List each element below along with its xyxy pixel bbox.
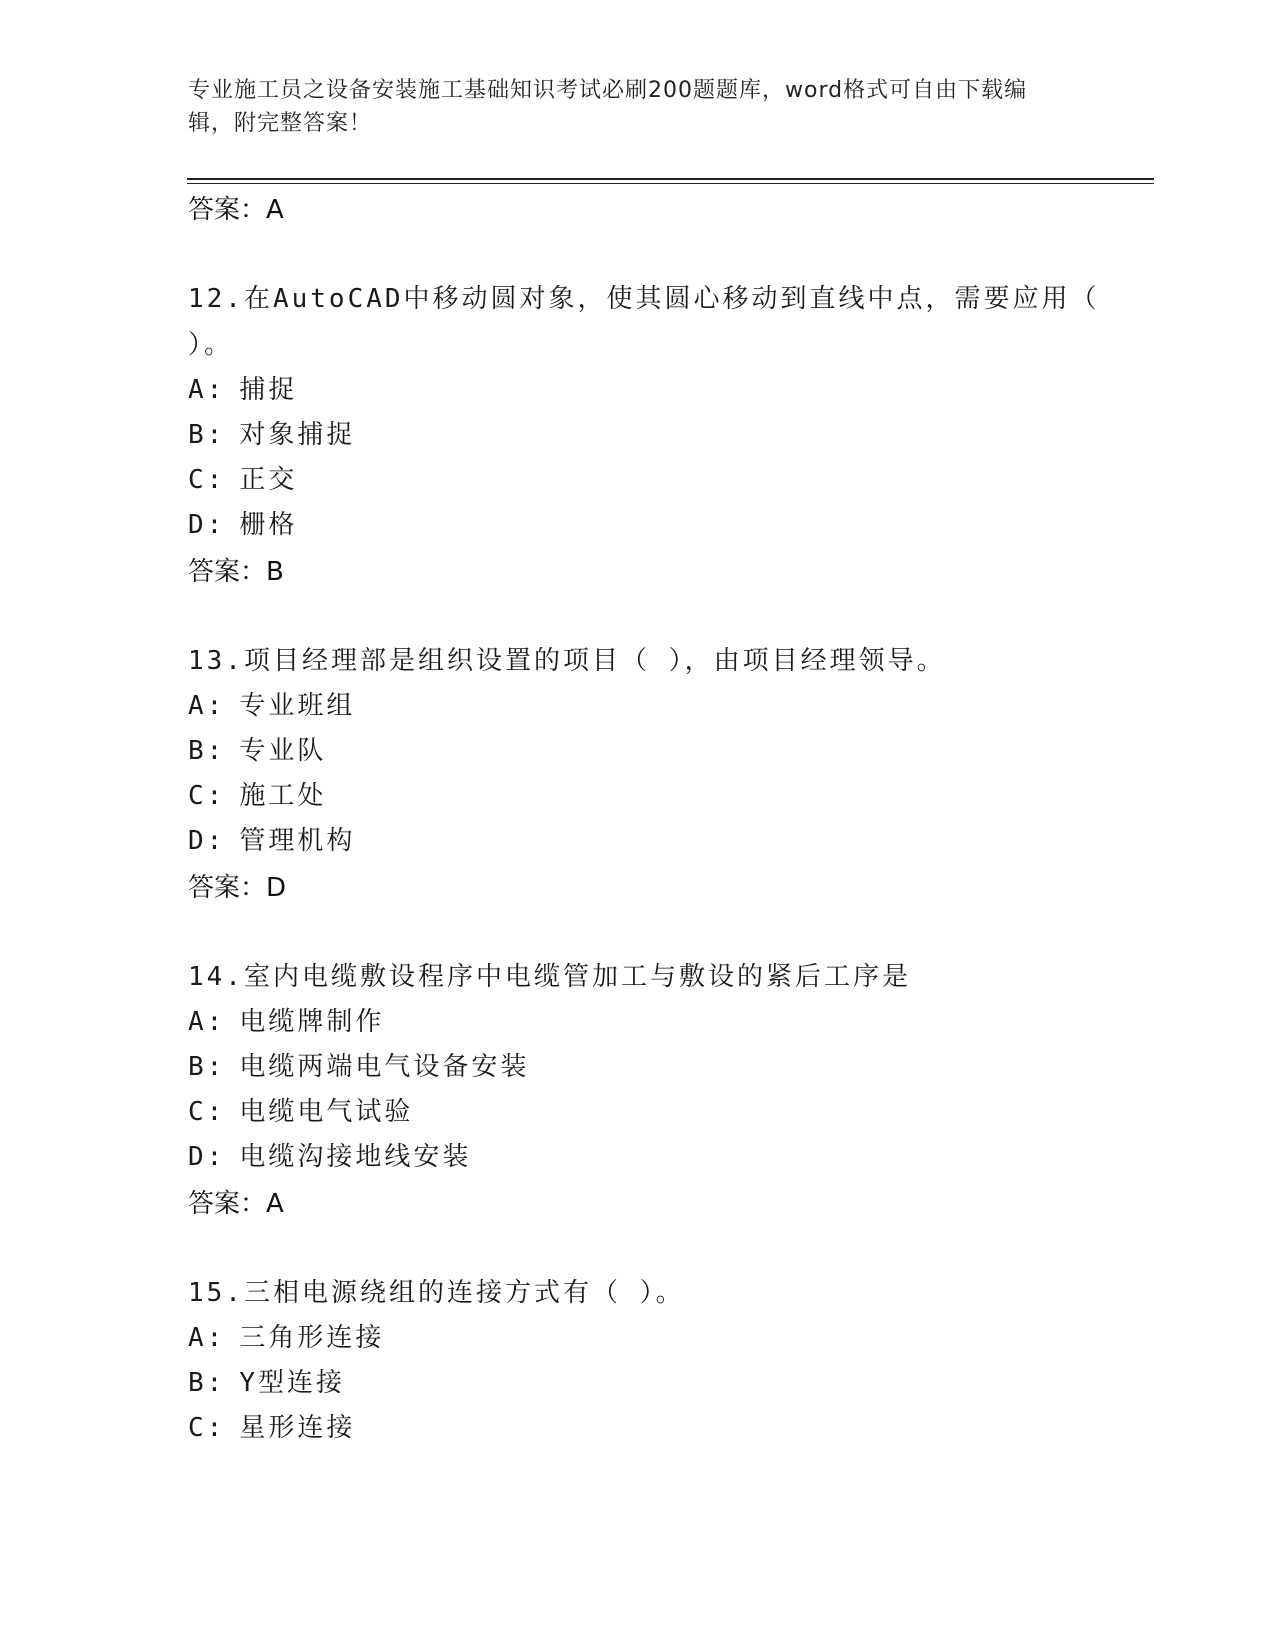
document-header: 专业施工员之设备安装施工基础知识考试必刷200题题库，word格式可自由下载编辑，附完整答案！ — [188, 78, 1028, 136]
option-a — [188, 1316, 1148, 1361]
option-a — [188, 1000, 1148, 1045]
option-letter: B: — [188, 736, 226, 766]
option-c — [188, 1406, 1148, 1451]
option-b — [188, 1045, 1148, 1090]
header-divider — [187, 178, 1154, 180]
option-letter: A: — [188, 1007, 226, 1037]
option-letter: C: — [188, 1097, 226, 1127]
option-text: 电缆沟接地线安装 — [239, 1142, 472, 1172]
question-text: 15.三相电源绕组的连接方式有（ ）。 — [188, 1278, 685, 1308]
option-letter: C: — [188, 465, 226, 495]
question-block — [188, 1270, 1148, 1451]
option-d — [188, 1135, 1148, 1180]
question-text: 13.项目经理部是组织设置的项目（ ），由项目经理领导。 — [188, 646, 946, 676]
option-letter: D: — [188, 826, 226, 856]
option-d — [188, 503, 1148, 548]
question-text: 14.室内电缆敷设程序中电缆管加工与敷设的紧后工序是 — [188, 962, 911, 992]
option-letter: A: — [188, 375, 226, 405]
option-text: 三角形连接 — [239, 1323, 385, 1353]
option-d — [188, 819, 1148, 864]
answer-line: 答案：A — [188, 1189, 284, 1219]
option-a — [188, 368, 1148, 413]
option-letter: C: — [188, 1413, 226, 1443]
option-b — [188, 729, 1148, 774]
answer-line: 答案：B — [188, 557, 284, 587]
question-text: 12.在AutoCAD中移动圆对象，使其圆心移动到直线中点，需要应用（ ）。 — [188, 284, 1100, 360]
option-text: 电缆两端电气设备安装 — [239, 1052, 530, 1082]
option-text: 施工处 — [239, 781, 327, 811]
option-c — [188, 458, 1148, 503]
option-text: Y型连接 — [239, 1368, 345, 1398]
option-text: 专业班组 — [239, 691, 356, 721]
option-letter: D: — [188, 1142, 226, 1172]
option-text: 栅格 — [239, 510, 298, 540]
option-c — [188, 774, 1148, 819]
option-text: 电缆电气试验 — [239, 1097, 414, 1127]
option-b — [188, 1361, 1148, 1406]
option-letter: C: — [188, 781, 226, 811]
question-block — [188, 954, 1148, 1224]
option-text: 对象捕捉 — [239, 420, 356, 450]
option-letter: A: — [188, 691, 226, 721]
option-letter: B: — [188, 1052, 226, 1082]
option-letter: D: — [188, 510, 226, 540]
option-text: 专业队 — [239, 736, 327, 766]
option-b — [188, 413, 1148, 458]
option-letter: A: — [188, 1323, 226, 1353]
option-letter: B: — [188, 420, 226, 450]
answer-line: 答案：D — [188, 873, 287, 903]
option-text: 星形连接 — [239, 1413, 356, 1443]
option-letter: B: — [188, 1368, 226, 1398]
answer-line: 答案：A — [188, 195, 284, 225]
question-block — [188, 276, 1148, 592]
question-block — [188, 638, 1148, 908]
option-text: 电缆牌制作 — [239, 1007, 385, 1037]
header-divider-thin — [187, 183, 1154, 184]
option-text: 捕捉 — [239, 375, 298, 405]
option-text: 管理机构 — [239, 826, 356, 856]
option-c — [188, 1090, 1148, 1135]
option-text: 正交 — [239, 465, 298, 495]
question-list — [188, 190, 1148, 1451]
option-a — [188, 684, 1148, 729]
